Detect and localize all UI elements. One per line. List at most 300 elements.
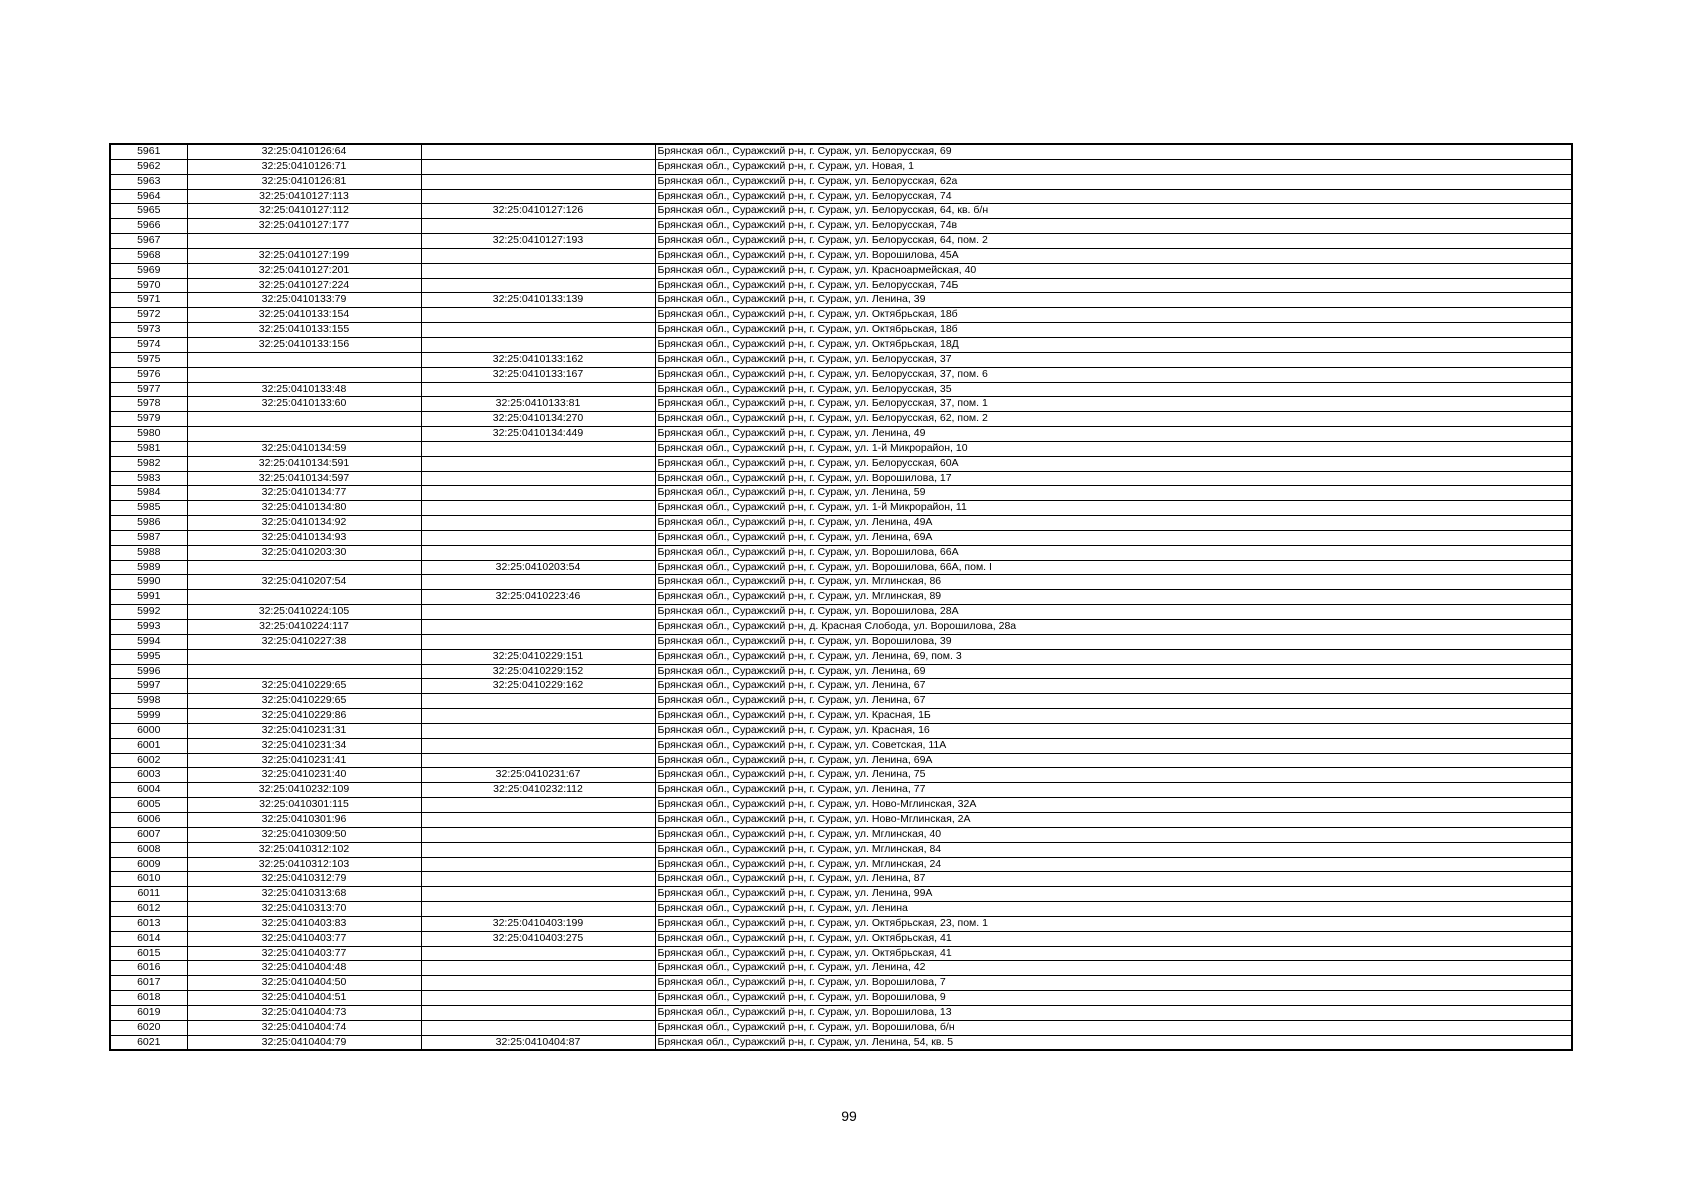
table-row [110, 575, 1572, 590]
cadastral-number-cell: 32:25:0410229:86 [187, 709, 421, 724]
cadastral-number-cell: 32:25:0410133:155 [187, 323, 421, 338]
table-row [110, 234, 1572, 249]
table-row [110, 842, 1572, 857]
row-number-cell: 6016 [110, 961, 187, 976]
table-row [110, 308, 1572, 323]
table-row [110, 827, 1572, 842]
cadastral-number-cell: 32:25:0410229:65 [187, 694, 421, 709]
address-cell: Брянская обл., Суражский р-н, г. Сураж, ул. Ленина, 42 [655, 961, 1572, 976]
cadastral-number-cell: 32:25:0410127:112 [187, 204, 421, 219]
table-row [110, 293, 1572, 308]
address-cell: Брянская обл., Суражский р-н, г. Сураж, ул. Ворошилова, 7 [655, 976, 1572, 991]
table-row [110, 946, 1572, 961]
row-number-cell: 5962 [110, 159, 187, 174]
cadastral-number-cell: 32:25:0410224:117 [187, 620, 421, 635]
row-number-cell: 5998 [110, 694, 187, 709]
row-number-cell: 6018 [110, 991, 187, 1006]
cadastral-number-cell: 32:25:0410313:68 [187, 887, 421, 902]
table-row [110, 219, 1572, 234]
table-row [110, 204, 1572, 219]
cadastral-number-cell: 32:25:0410312:102 [187, 842, 421, 857]
address-cell: Брянская обл., Суражский р-н, г. Сураж, ул. Октябрьская, 23, пом. 1 [655, 916, 1572, 931]
address-cell: Брянская обл., Суражский р-н, г. Сураж, ул. Белорусская, 35 [655, 382, 1572, 397]
address-cell: Брянская обл., Суражский р-н, г. Сураж, ул. Октябрьская, 18б [655, 323, 1572, 338]
table-row [110, 1035, 1572, 1050]
cadastral-number-cell: 32:25:0410227:38 [187, 634, 421, 649]
related-cadastral-number-cell [421, 1020, 655, 1035]
cadastral-number-cell: 32:25:0410133:156 [187, 337, 421, 352]
address-cell: Брянская обл., Суражский р-н, г. Сураж, ул. Мглинская, 89 [655, 590, 1572, 605]
address-cell: Брянская обл., Суражский р-н, г. Сураж, ул. Ворошилова, 28А [655, 605, 1572, 620]
cadastral-number-cell: 32:25:0410134:77 [187, 486, 421, 501]
related-cadastral-number-cell [421, 738, 655, 753]
related-cadastral-number-cell [421, 337, 655, 352]
address-cell: Брянская обл., Суражский р-н, г. Сураж, ул. 1-й Микрорайон, 10 [655, 441, 1572, 456]
table-row [110, 456, 1572, 471]
address-cell: Брянская обл., Суражский р-н, г. Сураж, ул. Красная, 1Б [655, 709, 1572, 724]
address-cell: Брянская обл., Суражский р-н, г. Сураж, ул. Октябрьская, 18б [655, 308, 1572, 323]
row-number-cell: 5983 [110, 471, 187, 486]
table-row [110, 367, 1572, 382]
cadastral-number-cell: 32:25:0410134:591 [187, 456, 421, 471]
related-cadastral-number-cell: 32:25:0410229:152 [421, 664, 655, 679]
cadastral-number-cell: 32:25:0410404:73 [187, 1005, 421, 1020]
page-number: 99 [841, 1108, 857, 1124]
table-row [110, 1020, 1572, 1035]
table-row [110, 159, 1572, 174]
table-row [110, 798, 1572, 813]
table-row [110, 337, 1572, 352]
table-row [110, 516, 1572, 531]
address-cell: Брянская обл., Суражский р-н, г. Сураж, ул. Ленина, 49А [655, 516, 1572, 531]
registry-table-body [110, 144, 1572, 1050]
table-row [110, 323, 1572, 338]
cadastral-number-cell: 32:25:0410133:48 [187, 382, 421, 397]
address-cell: Брянская обл., Суражский р-н, г. Сураж, ул. Красная, 16 [655, 723, 1572, 738]
cadastral-number-cell: 32:25:0410229:65 [187, 679, 421, 694]
related-cadastral-number-cell [421, 174, 655, 189]
address-cell: Брянская обл., Суражский р-н, г. Сураж, ул. Мглинская, 40 [655, 827, 1572, 842]
related-cadastral-number-cell: 32:25:0410134:270 [421, 412, 655, 427]
address-cell: Брянская обл., Суражский р-н, г. Сураж, ул. Белорусская, 64, кв. б/н [655, 204, 1572, 219]
address-cell: Брянская обл., Суражский р-н, г. Сураж, ул. Ленина [655, 902, 1572, 917]
row-number-cell: 5994 [110, 634, 187, 649]
related-cadastral-number-cell [421, 516, 655, 531]
row-number-cell: 5981 [110, 441, 187, 456]
address-cell: Брянская обл., Суражский р-н, г. Сураж, ул. Ленина, 67 [655, 694, 1572, 709]
address-cell: Брянская обл., Суражский р-н, г. Сураж, ул. Октябрьская, 18Д [655, 337, 1572, 352]
row-number-cell: 5988 [110, 545, 187, 560]
related-cadastral-number-cell [421, 501, 655, 516]
row-number-cell: 5984 [110, 486, 187, 501]
table-row [110, 976, 1572, 991]
cadastral-number-cell: 32:25:0410127:201 [187, 263, 421, 278]
related-cadastral-number-cell: 32:25:0410127:193 [421, 234, 655, 249]
cadastral-number-cell: 32:25:0410126:64 [187, 144, 421, 159]
related-cadastral-number-cell: 32:25:0410403:275 [421, 931, 655, 946]
row-number-cell: 5972 [110, 308, 187, 323]
table-row [110, 263, 1572, 278]
cadastral-number-cell [187, 427, 421, 442]
cadastral-number-cell: 32:25:0410301:96 [187, 812, 421, 827]
table-row [110, 278, 1572, 293]
table-row [110, 486, 1572, 501]
table-row [110, 189, 1572, 204]
address-cell: Брянская обл., Суражский р-н, д. Красная Слобода, ул. Ворошилова, 28а [655, 620, 1572, 635]
table-row [110, 605, 1572, 620]
cadastral-number-cell [187, 352, 421, 367]
related-cadastral-number-cell: 32:25:0410134:449 [421, 427, 655, 442]
related-cadastral-number-cell [421, 159, 655, 174]
cadastral-number-cell: 32:25:0410232:109 [187, 783, 421, 798]
related-cadastral-number-cell [421, 946, 655, 961]
row-number-cell: 6013 [110, 916, 187, 931]
related-cadastral-number-cell [421, 872, 655, 887]
address-cell: Брянская обл., Суражский р-н, г. Сураж, ул. Белорусская, 62а [655, 174, 1572, 189]
related-cadastral-number-cell [421, 471, 655, 486]
row-number-cell: 5965 [110, 204, 187, 219]
row-number-cell: 5985 [110, 501, 187, 516]
address-cell: Брянская обл., Суражский р-н, г. Сураж, ул. Белорусская, 74Б [655, 278, 1572, 293]
row-number-cell: 6003 [110, 768, 187, 783]
table-row [110, 753, 1572, 768]
related-cadastral-number-cell [421, 798, 655, 813]
address-cell: Брянская обл., Суражский р-н, г. Сураж, ул. Ленина, 67 [655, 679, 1572, 694]
table-row [110, 590, 1572, 605]
row-number-cell: 5961 [110, 144, 187, 159]
row-number-cell: 5991 [110, 590, 187, 605]
address-cell: Брянская обл., Суражский р-н, г. Сураж, ул. Ленина, 59 [655, 486, 1572, 501]
cadastral-number-cell [187, 590, 421, 605]
address-cell: Брянская обл., Суражский р-н, г. Сураж, ул. Белорусская, 62, пом. 2 [655, 412, 1572, 427]
row-number-cell: 5968 [110, 248, 187, 263]
related-cadastral-number-cell: 32:25:0410231:67 [421, 768, 655, 783]
related-cadastral-number-cell [421, 605, 655, 620]
row-number-cell: 6007 [110, 827, 187, 842]
related-cadastral-number-cell: 32:25:0410203:54 [421, 560, 655, 575]
table-row [110, 441, 1572, 456]
row-number-cell: 5995 [110, 649, 187, 664]
related-cadastral-number-cell [421, 709, 655, 724]
row-number-cell: 6005 [110, 798, 187, 813]
table-row [110, 857, 1572, 872]
address-cell: Брянская обл., Суражский р-н, г. Сураж, ул. Ворошилова, 13 [655, 1005, 1572, 1020]
related-cadastral-number-cell [421, 189, 655, 204]
address-cell: Брянская обл., Суражский р-н, г. Сураж, ул. Красноармейская, 40 [655, 263, 1572, 278]
row-number-cell: 5966 [110, 219, 187, 234]
table-row [110, 144, 1572, 159]
row-number-cell: 5997 [110, 679, 187, 694]
table-row [110, 991, 1572, 1006]
related-cadastral-number-cell: 32:25:0410223:46 [421, 590, 655, 605]
related-cadastral-number-cell: 32:25:0410133:167 [421, 367, 655, 382]
address-cell: Брянская обл., Суражский р-н, г. Сураж, ул. Белорусская, 64, пом. 2 [655, 234, 1572, 249]
cadastral-number-cell: 32:25:0410127:113 [187, 189, 421, 204]
cadastral-number-cell: 32:25:0410133:60 [187, 397, 421, 412]
cadastral-number-cell: 32:25:0410312:103 [187, 857, 421, 872]
related-cadastral-number-cell [421, 323, 655, 338]
address-cell: Брянская обл., Суражский р-н, г. Сураж, ул. Ворошилова, 45А [655, 248, 1572, 263]
table-row [110, 174, 1572, 189]
table-row [110, 545, 1572, 560]
cadastral-number-cell [187, 412, 421, 427]
related-cadastral-number-cell [421, 976, 655, 991]
cadastral-number-cell: 32:25:0410127:224 [187, 278, 421, 293]
row-number-cell: 5973 [110, 323, 187, 338]
related-cadastral-number-cell [421, 1005, 655, 1020]
row-number-cell: 6008 [110, 842, 187, 857]
address-cell: Брянская обл., Суражский р-н, г. Сураж, ул. Ленина, 75 [655, 768, 1572, 783]
related-cadastral-number-cell [421, 827, 655, 842]
cadastral-number-cell [187, 649, 421, 664]
table-row [110, 679, 1572, 694]
table-row [110, 352, 1572, 367]
address-cell: Брянская обл., Суражский р-н, г. Сураж, ул. Ленина, 77 [655, 783, 1572, 798]
cadastral-number-cell: 32:25:0410404:74 [187, 1020, 421, 1035]
row-number-cell: 5971 [110, 293, 187, 308]
row-number-cell: 5980 [110, 427, 187, 442]
address-cell: Брянская обл., Суражский р-н, г. Сураж, ул. Октябрьская, 41 [655, 946, 1572, 961]
table-row [110, 694, 1572, 709]
related-cadastral-number-cell [421, 887, 655, 902]
related-cadastral-number-cell [421, 382, 655, 397]
related-cadastral-number-cell [421, 812, 655, 827]
cadastral-number-cell: 32:25:0410126:71 [187, 159, 421, 174]
related-cadastral-number-cell [421, 620, 655, 635]
row-number-cell: 5970 [110, 278, 187, 293]
table-row [110, 664, 1572, 679]
cadastral-number-cell: 32:25:0410301:115 [187, 798, 421, 813]
cadastral-number-cell: 32:25:0410404:79 [187, 1035, 421, 1050]
address-cell: Брянская обл., Суражский р-н, г. Сураж, ул. Ворошилова, б/н [655, 1020, 1572, 1035]
row-number-cell: 5976 [110, 367, 187, 382]
table-row [110, 397, 1572, 412]
table-row [110, 723, 1572, 738]
address-cell: Брянская обл., Суражский р-н, г. Сураж, ул. Ворошилова, 17 [655, 471, 1572, 486]
cadastral-number-cell: 32:25:0410127:177 [187, 219, 421, 234]
cadastral-number-cell [187, 367, 421, 382]
related-cadastral-number-cell [421, 991, 655, 1006]
row-number-cell: 5974 [110, 337, 187, 352]
cadastral-number-cell: 32:25:0410203:30 [187, 545, 421, 560]
table-row [110, 427, 1572, 442]
related-cadastral-number-cell [421, 308, 655, 323]
row-number-cell: 5987 [110, 530, 187, 545]
address-cell: Брянская обл., Суражский р-н, г. Сураж, ул. Белорусская, 37, пом. 1 [655, 397, 1572, 412]
table-row [110, 709, 1572, 724]
row-number-cell: 5964 [110, 189, 187, 204]
address-cell: Брянская обл., Суражский р-н, г. Сураж, ул. Ленина, 69А [655, 530, 1572, 545]
address-cell: Брянская обл., Суражский р-н, г. Сураж, ул. Ленина, 87 [655, 872, 1572, 887]
row-number-cell: 6009 [110, 857, 187, 872]
row-number-cell: 5996 [110, 664, 187, 679]
row-number-cell: 5993 [110, 620, 187, 635]
table-row [110, 501, 1572, 516]
related-cadastral-number-cell [421, 248, 655, 263]
related-cadastral-number-cell [421, 263, 655, 278]
cadastral-number-cell: 32:25:0410312:79 [187, 872, 421, 887]
related-cadastral-number-cell: 32:25:0410127:126 [421, 204, 655, 219]
row-number-cell: 5999 [110, 709, 187, 724]
table-row [110, 382, 1572, 397]
cadastral-number-cell: 32:25:0410126:81 [187, 174, 421, 189]
row-number-cell: 5982 [110, 456, 187, 471]
address-cell: Брянская обл., Суражский р-н, г. Сураж, ул. Ворошилова, 66А, пом. I [655, 560, 1572, 575]
cadastral-number-cell: 32:25:0410403:83 [187, 916, 421, 931]
row-number-cell: 6014 [110, 931, 187, 946]
related-cadastral-number-cell [421, 961, 655, 976]
related-cadastral-number-cell [421, 842, 655, 857]
cadastral-number-cell: 32:25:0410133:154 [187, 308, 421, 323]
related-cadastral-number-cell [421, 219, 655, 234]
cadastral-number-cell: 32:25:0410403:77 [187, 931, 421, 946]
row-number-cell: 6000 [110, 723, 187, 738]
address-cell: Брянская обл., Суражский р-н, г. Сураж, ул. Ленина, 69, пом. 3 [655, 649, 1572, 664]
address-cell: Брянская обл., Суражский р-н, г. Сураж, ул. Ленина, 99А [655, 887, 1572, 902]
table-row [110, 530, 1572, 545]
table-row [110, 768, 1572, 783]
cadastral-number-cell: 32:25:0410231:34 [187, 738, 421, 753]
row-number-cell: 6015 [110, 946, 187, 961]
table-row [110, 738, 1572, 753]
cadastral-number-cell: 32:25:0410133:79 [187, 293, 421, 308]
address-cell: Брянская обл., Суражский р-н, г. Сураж, ул. Октябрьская, 41 [655, 931, 1572, 946]
related-cadastral-number-cell [421, 634, 655, 649]
address-cell: Брянская обл., Суражский р-н, г. Сураж, ул. Мглинская, 84 [655, 842, 1572, 857]
cadastral-number-cell: 32:25:0410403:77 [187, 946, 421, 961]
row-number-cell: 6006 [110, 812, 187, 827]
row-number-cell: 5963 [110, 174, 187, 189]
address-cell: Брянская обл., Суражский р-н, г. Сураж, ул. Белорусская, 74 [655, 189, 1572, 204]
row-number-cell: 5992 [110, 605, 187, 620]
row-number-cell: 5990 [110, 575, 187, 590]
cadastral-number-cell [187, 664, 421, 679]
cadastral-number-cell: 32:25:0410231:31 [187, 723, 421, 738]
related-cadastral-number-cell [421, 902, 655, 917]
row-number-cell: 5969 [110, 263, 187, 278]
address-cell: Брянская обл., Суражский р-н, г. Сураж, ул. Ленина, 39 [655, 293, 1572, 308]
table-row [110, 634, 1572, 649]
related-cadastral-number-cell: 32:25:0410133:162 [421, 352, 655, 367]
cadastral-number-cell: 32:25:0410309:50 [187, 827, 421, 842]
address-cell: Брянская обл., Суражский р-н, г. Сураж, ул. Ленина, 49 [655, 427, 1572, 442]
related-cadastral-number-cell [421, 144, 655, 159]
cadastral-number-cell: 32:25:0410134:92 [187, 516, 421, 531]
related-cadastral-number-cell [421, 486, 655, 501]
related-cadastral-number-cell [421, 545, 655, 560]
cadastral-number-cell: 32:25:0410134:597 [187, 471, 421, 486]
table-row [110, 620, 1572, 635]
cadastral-number-cell: 32:25:0410231:40 [187, 768, 421, 783]
cadastral-number-cell: 32:25:0410404:50 [187, 976, 421, 991]
address-cell: Брянская обл., Суражский р-н, г. Сураж, ул. Ворошилова, 66А [655, 545, 1572, 560]
related-cadastral-number-cell [421, 575, 655, 590]
related-cadastral-number-cell [421, 857, 655, 872]
related-cadastral-number-cell [421, 753, 655, 768]
cadastral-number-cell: 32:25:0410313:70 [187, 902, 421, 917]
table-row [110, 902, 1572, 917]
table-row [110, 961, 1572, 976]
row-number-cell: 5967 [110, 234, 187, 249]
table-row [110, 783, 1572, 798]
table-row [110, 560, 1572, 575]
related-cadastral-number-cell [421, 441, 655, 456]
registry-table-container [109, 143, 1571, 1051]
address-cell: Брянская обл., Суражский р-н, г. Сураж, ул. Советская, 11А [655, 738, 1572, 753]
cadastral-number-cell: 32:25:0410231:41 [187, 753, 421, 768]
related-cadastral-number-cell: 32:25:0410133:139 [421, 293, 655, 308]
address-cell: Брянская обл., Суражский р-н, г. Сураж, ул. Белорусская, 74в [655, 219, 1572, 234]
row-number-cell: 5989 [110, 560, 187, 575]
cadastral-number-cell [187, 234, 421, 249]
cadastral-number-cell: 32:25:0410404:48 [187, 961, 421, 976]
table-row [110, 916, 1572, 931]
row-number-cell: 6021 [110, 1035, 187, 1050]
row-number-cell: 6010 [110, 872, 187, 887]
row-number-cell: 5978 [110, 397, 187, 412]
address-cell: Брянская обл., Суражский р-н, г. Сураж, ул. Новая, 1 [655, 159, 1572, 174]
address-cell: Брянская обл., Суражский р-н, г. Сураж, ул. Белорусская, 69 [655, 144, 1572, 159]
address-cell: Брянская обл., Суражский р-н, г. Сураж, ул. Белорусская, 37 [655, 352, 1572, 367]
address-cell: Брянская обл., Суражский р-н, г. Сураж, ул. 1-й Микрорайон, 11 [655, 501, 1572, 516]
address-cell: Брянская обл., Суражский р-н, г. Сураж, ул. Белорусская, 60А [655, 456, 1572, 471]
table-row [110, 649, 1572, 664]
cadastral-number-cell: 32:25:0410134:59 [187, 441, 421, 456]
address-cell: Брянская обл., Суражский р-н, г. Сураж, ул. Мглинская, 24 [655, 857, 1572, 872]
row-number-cell: 5977 [110, 382, 187, 397]
related-cadastral-number-cell [421, 723, 655, 738]
row-number-cell: 6020 [110, 1020, 187, 1035]
related-cadastral-number-cell: 32:25:0410229:162 [421, 679, 655, 694]
table-row [110, 812, 1572, 827]
address-cell: Брянская обл., Суражский р-н, г. Сураж, ул. Ленина, 69 [655, 664, 1572, 679]
related-cadastral-number-cell [421, 278, 655, 293]
cadastral-number-cell: 32:25:0410404:51 [187, 991, 421, 1006]
cadastral-number-cell: 32:25:0410134:80 [187, 501, 421, 516]
cadastral-number-cell: 32:25:0410127:199 [187, 248, 421, 263]
registry-table [109, 143, 1573, 1051]
related-cadastral-number-cell [421, 530, 655, 545]
cadastral-number-cell: 32:25:0410134:93 [187, 530, 421, 545]
address-cell: Брянская обл., Суражский р-н, г. Сураж, ул. Ново-Мглинская, 32А [655, 798, 1572, 813]
cadastral-number-cell [187, 560, 421, 575]
table-row [110, 248, 1572, 263]
table-row [110, 1005, 1572, 1020]
row-number-cell: 5975 [110, 352, 187, 367]
address-cell: Брянская обл., Суражский р-н, г. Сураж, ул. Ворошилова, 39 [655, 634, 1572, 649]
row-number-cell: 6011 [110, 887, 187, 902]
table-row [110, 872, 1572, 887]
row-number-cell: 6002 [110, 753, 187, 768]
related-cadastral-number-cell: 32:25:0410232:112 [421, 783, 655, 798]
row-number-cell: 6012 [110, 902, 187, 917]
address-cell: Брянская обл., Суражский р-н, г. Сураж, ул. Мглинская, 86 [655, 575, 1572, 590]
address-cell: Брянская обл., Суражский р-н, г. Сураж, ул. Белорусская, 37, пом. 6 [655, 367, 1572, 382]
row-number-cell: 5979 [110, 412, 187, 427]
row-number-cell: 6001 [110, 738, 187, 753]
related-cadastral-number-cell [421, 694, 655, 709]
row-number-cell: 5986 [110, 516, 187, 531]
cadastral-number-cell: 32:25:0410207:54 [187, 575, 421, 590]
related-cadastral-number-cell: 32:25:0410403:199 [421, 916, 655, 931]
related-cadastral-number-cell: 32:25:0410404:87 [421, 1035, 655, 1050]
related-cadastral-number-cell: 32:25:0410229:151 [421, 649, 655, 664]
related-cadastral-number-cell [421, 456, 655, 471]
row-number-cell: 6017 [110, 976, 187, 991]
cadastral-number-cell: 32:25:0410224:105 [187, 605, 421, 620]
address-cell: Брянская обл., Суражский р-н, г. Сураж, ул. Ленина, 54, кв. 5 [655, 1035, 1572, 1050]
table-row [110, 931, 1572, 946]
